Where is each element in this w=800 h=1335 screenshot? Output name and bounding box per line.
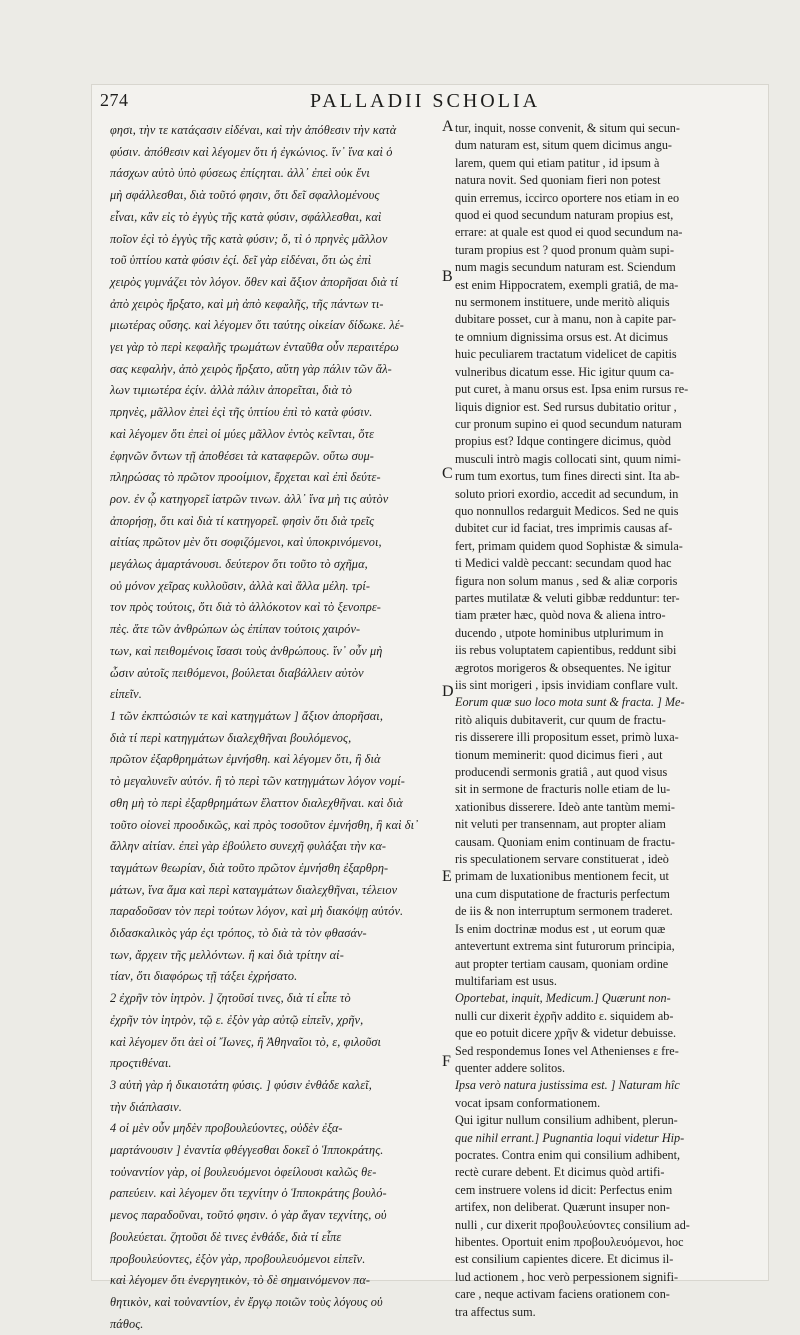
- latin-text-line: huic peculiarem tractatum videlicet de capitis: [455, 347, 677, 362]
- greek-text-line: ἐφηνῶν ὄντων τῇ ἀποθέσει τὰ καταφερῶν. οὕτω συμ-: [110, 448, 374, 463]
- latin-text-line: de iis & non interruptum sermonem traderet.: [455, 904, 673, 919]
- latin-text-line: Eorum quæ suo loco mota sunt & fracta. ] Me-: [455, 695, 685, 710]
- greek-text-line: τοῦτο οἰονεὶ προοδικῶς, καὶ πρὸς τοσοῦτον ἐμνήσθη, ἢ καὶ δι᾽: [110, 817, 419, 832]
- latin-text-line: te omnium dignissima orsus est. At dicimus: [455, 329, 668, 344]
- margin-letter-b: B: [442, 268, 453, 285]
- latin-text-line: que nihil errant.] Pugnantia loqui videtur Hip-: [455, 1130, 685, 1145]
- latin-text-line: dubitet cur id faciat, tres imprimis causas af-: [455, 521, 673, 536]
- greek-text-line: ρον. ἐν ᾧ κατηγορεῖ ἰατρῶν τινων. ἀλλ᾽ ἵνα μὴ τις αὐτὸν: [110, 491, 389, 506]
- latin-text-line: nu sermonem instituere, unde meritò aliquis: [455, 295, 670, 310]
- greek-text-line: μιωτέρας οὔσης. καὶ λέγομεν ὅτι ταύτης οἰκείαν δίδωκε. λέ-: [110, 318, 404, 333]
- latin-text-line: liquis dignior est. Sed rursus dubitatio oritur ,: [455, 399, 677, 414]
- margin-letter-d: D: [442, 683, 454, 700]
- greek-text-line: πρηνὲς, μᾶλλον ἐπεὶ ἐςὶ τῆς ὑπτίου ἐπὶ τὸ κατὰ φύσιν.: [110, 405, 373, 420]
- latin-text-line: una cum disputatione de fracturis perfectum: [455, 886, 670, 901]
- greek-text-line: αἰτίας πρῶτον μὲν ὅτι σοφιζόμενοι, καὶ ὑποκρινόμενοι,: [110, 535, 382, 550]
- latin-text-line: que eo potuit dicere χρῆν & videtur debuisse.: [455, 1026, 677, 1041]
- greek-text-line: φησι, τὴν τε κατάςασιν εἰδέναι, καὶ τὴν ἀπόθεσιν τὴν κατὰ: [110, 123, 397, 137]
- latin-text-line: tiam præter hæc, quòd nova & aliena intro-: [455, 608, 666, 623]
- latin-text-line: care , neque activam faciens orationem con-: [455, 1287, 670, 1302]
- greek-text-line: σθη μὴ τὸ περὶ ἐξαρθρημάτων ἔλαττον διαλεχθῆναι. καὶ διὰ: [110, 795, 403, 810]
- latin-text-line: num magis secundum naturam est. Sciendum: [455, 260, 676, 275]
- greek-text-line: διὰ τί περὶ κατηγμάτων διαλεχθῆναι βουλόμενος,: [110, 730, 352, 745]
- latin-text-line: causam. Quoniam enim continuam de fractu-: [455, 834, 675, 849]
- latin-text-line: ris disserere illi propositum esset, primò luxa-: [455, 730, 679, 745]
- latin-text-line: Ipsa verò natura justissima est. ] Naturam hîc: [455, 1078, 680, 1093]
- greek-text-line: χειρὸς γυμνάζει τὸν λόγον. ὅθεν καὶ ἄξιον ἀπορῆσαι διὰ τί: [110, 274, 399, 289]
- margin-letter-e: E: [442, 868, 452, 885]
- greek-text-line: θητικὸν, καὶ τοὐναντίον, ἐν ἔργῳ ποιῶν τοὺς λόγους οὐ: [110, 1294, 383, 1309]
- greek-text-column: [110, 120, 440, 1331]
- greek-text-line: λων τιμιωτέρα ἐςίν. ἀλλὰ πάλιν ἀπορεῖται, διὰ τὸ: [110, 383, 353, 398]
- latin-text-line: put curet, à manu orsus est. Ipsa enim rursus re-: [455, 382, 689, 397]
- latin-text-line: est consilium capientes dicere. Et dicimus il-: [455, 1252, 674, 1267]
- margin-letter-c: C: [442, 465, 453, 482]
- latin-text-line: fert, primam quidem quod Sophistæ & simula-: [455, 538, 683, 553]
- latin-text-line: aut propter tertiam causam, quoniam ordine: [455, 956, 669, 971]
- latin-text-line: tra affectus sum.: [455, 1304, 536, 1319]
- latin-text-line: xationibus disserere. Ideò ante tantùm memi-: [455, 799, 675, 814]
- greek-text-line: πληρώσας τὸ πρῶτον προοίμιον, ἔρχεται καὶ ἐπὶ δεύτε-: [110, 470, 381, 485]
- greek-text-line: μαρτάνουσιν ] ἐναντία φθέγγεσθαι δοκεῖ ὁ Ἱπποκράτης.: [110, 1143, 384, 1158]
- greek-text-line: ποῖον ἐςὶ τὸ ἐγγὺς τῆς κατὰ φύσιν; ὅ, τὶ ὁ πρηνὲς μᾶλλον: [110, 231, 388, 246]
- greek-text-line: μενος παραδοῦναι, τοῦτό φησιν. ὁ γὰρ ἄγαν τεχνίτης, οὐ: [110, 1208, 387, 1223]
- greek-text-line: παραδοῦσαν τὸν περὶ τούτων λόγον, καὶ μὴ διακόψῃ αὐτόν.: [110, 904, 404, 919]
- page-number: 274: [100, 90, 129, 110]
- greek-text-line: ταγμάτων θεωρίαν, διὰ τοῦτο πρῶτον ἐμνήσθη ἐξαρθρη-: [110, 860, 389, 875]
- greek-text-line: τον πρὸς τούτοις, ὅτι διὰ τὸ ἀλλόκοτον καὶ τὸ ξενοπρε-: [110, 600, 381, 615]
- latin-text-line: primam de luxationibus mentionem fecit, ut: [455, 869, 669, 884]
- latin-text-line: dum naturam est, situm quem dicimus angu-: [455, 138, 672, 153]
- latin-text-line: iis sint morigeri , ipsis invidiam conflare vult.: [455, 678, 679, 692]
- latin-text-line: pocrates. Contra enim qui consilium adhibent,: [455, 1147, 681, 1162]
- latin-text-line: quo nonnullos redarguit Medicos. Sed ne quis: [455, 503, 679, 518]
- greek-text-line: 2 ἐχρῆν τὸν ἰητρὸν. ] ζητοῦσί τινες, διὰ τί εἶπε τὸ: [110, 991, 351, 1006]
- greek-text-line: καὶ λέγομεν ὅτι ἀεὶ οἱ Ἴωνες, ἢ Ἀθηναῖοι τὸ, ε, φιλοῦσι: [110, 1034, 382, 1049]
- latin-text-line: artifex, non deliberat. Quærunt insuper non-: [455, 1200, 670, 1215]
- latin-text-line: turam propius est ? quod pronum quàm supi-: [455, 242, 675, 257]
- latin-text-line: propius est? Idque contingere dicimus, quòd: [455, 434, 671, 449]
- greek-text-line: εἶναι, κἂν εἰς τὸ ἐγγὺς τῆς κατὰ φύσιν, σφάλλεσθαι, καὶ: [110, 209, 382, 224]
- latin-text-line: sit in sermone de fracturis nolle etiam de lu-: [455, 782, 671, 797]
- margin-letter-a: A: [442, 118, 454, 135]
- latin-text-line: iis rebus voluptatem capientibus, reddunt sibi: [455, 643, 677, 658]
- latin-text-line: lud actionem , hoc verò perpessionem signifi-: [455, 1269, 679, 1284]
- greek-text-line: καὶ λέγομεν ὅτι ἐνεργητικὸν, τὸ δὲ σημαινόμενον πα-: [110, 1273, 371, 1288]
- latin-text-line: cur pronum supino ei quod secundum naturam: [455, 416, 682, 431]
- latin-text-line: ti Medici valdè peccant: secundam quod hac: [455, 556, 672, 571]
- latin-text-line: producendi sermonis gratiâ , aut quod visus: [455, 765, 668, 780]
- greek-text-line: γει γὰρ τὸ περὶ κεφαλῆς τρωμάτων ἐνταῦθα οὖν περαιτέρω: [110, 340, 399, 355]
- latin-text-line: nulli cur dixerit ἐχρῆν addito ε. siquidem ab-: [455, 1008, 674, 1023]
- greek-text-line: τοῦ ὑπτίου κατὰ φύσιν ἐςί. δεῖ γὰρ εἰδέναι, ὅτι ὡς ἐπὶ: [110, 253, 372, 268]
- latin-text-line: ris speculationem servare constituerat , ideò: [455, 852, 669, 867]
- greek-text-line: των, καὶ πειθομένοις ἴσασι τοὺς ἀνθρώπους. ἵν᾽ οὖν μὴ: [110, 643, 383, 658]
- greek-text-line: σας κεφαλὴν, ἀπὸ χειρὸς ἤρξατο, αὕτη γὰρ πάλιν τῶν ἄλ-: [110, 361, 392, 376]
- latin-text-line: quenter addere solitos.: [455, 1060, 565, 1075]
- latin-text-line: nit veluti per transennam, aut propter aliam: [455, 817, 666, 832]
- running-title: PALLADII SCHOLIA: [310, 90, 541, 112]
- greek-text-line: τὸ μεγαλυνεῖν αὐτόν. ἢ τὸ περὶ τῶν κατηγμάτων λόγον νομί-: [110, 774, 405, 789]
- latin-text-line: partes mutilatæ & veluti gibbæ redduntur: ter-: [455, 590, 680, 605]
- latin-text-line: multifariam est usus.: [455, 973, 557, 988]
- greek-text-line: 4 οἱ μὲν οὖν μηδὲν προβουλεύοντες, οὐδὲν ἐξα-: [110, 1121, 343, 1136]
- latin-text-line: tur, inquit, nosse convenit, & situm qui secun-: [455, 121, 680, 135]
- greek-text-line: τὴν διάπλασιν.: [110, 1099, 182, 1114]
- greek-text-line: οὐ μόνον χεῖρας κυλλοῦσιν, ἀλλὰ καὶ ἄλλα μέλη. τρί-: [110, 578, 371, 593]
- greek-text-line: μὴ σφάλλεσθαι, διὰ τοῦτό φησιν, ὅτι δεῖ σφαλλομένους: [110, 188, 380, 203]
- greek-text-line: προβουλεύοντες, ἐξὸν γὰρ, προβουλευόμενοι εἰπεῖν.: [110, 1251, 366, 1266]
- latin-text-line: antevertunt extrema sint futurorum principia,: [455, 939, 675, 954]
- greek-text-line: πρῶτον ἐξαρθρημάτων ἐμνήσθη. καὶ λέγομεν ὅτι, ἢ διὰ: [110, 752, 381, 767]
- greek-text-line: διδασκαλικὸς γάρ ἐςι τρόπος, τὸ διὰ τὰ τὸν φθασάν-: [110, 926, 367, 941]
- latin-text-column: [455, 120, 775, 1319]
- greek-text-line: 1 τῶν ἐκπτώσιών τε καὶ κατηγμάτων ] ἄξιον ἀπορῆσαι,: [110, 708, 383, 723]
- latin-text-line: soluto priori exordio, accedit ad secundum, in: [455, 486, 679, 501]
- latin-text-line: ducendo , utpote hominibus utplurimum in: [455, 625, 664, 640]
- latin-text-line: musculi intrò magis collocati sint, quum nimi-: [455, 451, 681, 466]
- greek-text-line: προςτιθέναι.: [110, 1056, 172, 1071]
- latin-text-line: natura novit. Sed quoniam fieri non potest: [455, 173, 661, 188]
- latin-text-line: figura non solum manus , sed & aliæ corporis: [455, 573, 678, 588]
- greek-text-line: πάσχων αὐτὸ ὑπὸ φύσεως ἐπίςηται. ἀλλ᾽ ἐπεὶ οὐκ ἔνι: [110, 166, 370, 181]
- margin-letter-f: F: [442, 1053, 451, 1070]
- greek-text-line: ἐχρῆν τὸν ἰητρὸν, τῷ ε. ἐξὸν γὰρ αὐτῷ εἰπεῖν, χρῆν,: [110, 1012, 364, 1027]
- greek-text-line: μάτων, ἵνα ἅμα καὶ περὶ καταγμάτων διαλεχθῆναι, τέλειον: [110, 882, 398, 897]
- latin-text-line: dubitare posset, cur à manu, non à capite par-: [455, 312, 677, 327]
- latin-text-line: vocat ipsam conformationem.: [455, 1095, 601, 1110]
- latin-text-line: vulneribus dicatum esse. Hic igitur quum ca-: [455, 364, 674, 379]
- latin-text-line: Qui igitur nullum consilium adhibent, plerun-: [455, 1113, 678, 1128]
- latin-text-line: errare: at quale est quod ei quod secundum na-: [455, 225, 683, 240]
- greek-text-line: πάθος.: [110, 1316, 144, 1331]
- greek-text-line: εἰπεῖν.: [110, 687, 142, 702]
- latin-text-line: tionum meminerit: quod dicimus fieri , aut: [455, 747, 663, 762]
- greek-text-line: ὦσιν αὐτοῖς πειθόμενοι, βούλεται διαβάλλειν αὐτὸν: [110, 665, 364, 680]
- greek-text-line: μεγάλως ἁμαρτάνουσι. δεύτερον ὅτι τοῦτο τὸ σχῆμα,: [110, 557, 368, 572]
- page-header: [100, 90, 760, 118]
- greek-text-line: ἄλλην αἰτίαν. ἐπεὶ γὰρ ἐβούλετο συνεχῆ φυλάξαι τὴν κα-: [110, 839, 387, 854]
- greek-text-line: τίαν, ὅτι διαφόρως τῇ τάξει ἐχρήσατο.: [110, 969, 298, 984]
- greek-text-line: των, ἄρχειν τῆς μελλόντων. ἢ καὶ διὰ τρίτην αἰ-: [110, 947, 344, 962]
- greek-text-line: ἀπορήσῃ, ὅτι καὶ διὰ τί κατηγορεῖ. φησὶν ὅτι διὰ τρεῖς: [110, 513, 375, 528]
- latin-text-line: quod ei quod secundum naturam propius est,: [455, 208, 674, 223]
- latin-text-line: Oportebat, inquit, Medicum.] Quærunt non-: [455, 991, 671, 1006]
- latin-text-line: Is enim doctrinæ modus est , ut eorum quæ: [455, 921, 666, 936]
- latin-text-line: rum tum exortus, tum fines directi sint. Ita ab-: [455, 469, 680, 484]
- greek-text-line: ραπεύειν. καὶ λέγομεν ὅτι τεχνίτην ὁ Ἱπποκράτης βουλό-: [110, 1186, 387, 1201]
- greek-text-line: ἀπὸ χειρὸς ἤρξατο, καὶ μὴ ἀπὸ κεφαλῆς, τῆς πάντων τι-: [110, 296, 384, 311]
- greek-text-line: 3 αὐτὴ γὰρ ἡ δικαιοτάτη φύσις. ] φύσιν ἐνθάδε καλεῖ,: [110, 1077, 372, 1092]
- latin-text-line: nulli , cur dixerit προβουλεύοντες consilium ad-: [455, 1217, 690, 1232]
- latin-text-line: larem, quem qui etiam patitur , id ipsum à: [455, 155, 660, 170]
- greek-text-line: πὲς. ἅτε τῶν ἀνθρώπων ὡς ἐπίπαν τούτοις χαιρόν-: [110, 622, 361, 637]
- latin-text-line: ritò aliquis dubitaverit, cur quum de fractu-: [455, 712, 666, 727]
- greek-text-line: τοὐναντίον γὰρ, οἱ βουλευόμενοι ὀφείλουσι καλῶς θε-: [110, 1164, 377, 1179]
- greek-text-line: φύσιν. ἀπόθεσιν καὶ λέγομεν ὅτι ἡ ἐγκώνιος. ἵν᾽ ἵνα καὶ ὁ: [110, 144, 393, 159]
- latin-text-line: hibentes. Oportuit enim προβουλευόμενοι, hoc: [455, 1235, 684, 1249]
- latin-text-line: quin erremus, iccirco oportere nos etiam in eo: [455, 190, 680, 205]
- latin-text-line: est enim Hippocratem, exempli gratiâ, de ma-: [455, 277, 679, 292]
- latin-text-line: Sed respondemus Iones vel Athenienses ε fre-: [455, 1043, 679, 1058]
- latin-text-line: cem instruere volens id dicit: Perfectus enim: [455, 1182, 673, 1197]
- greek-text-line: βουλεύεται. ζητοῦσι δὲ τινες ἐνθάδε, διὰ τί εἶπε: [110, 1229, 342, 1244]
- latin-text-line: rectè curare debent. Et dicimus quòd artifi-: [455, 1165, 665, 1180]
- greek-text-line: καὶ λέγομεν ὅτι ἐπεὶ οἱ μύες μᾶλλον ἐντὸς κεῖνται, ὅτε: [110, 426, 375, 441]
- latin-text-line: ægrotos morigeros & obsequentes. Ne igitur: [455, 660, 671, 675]
